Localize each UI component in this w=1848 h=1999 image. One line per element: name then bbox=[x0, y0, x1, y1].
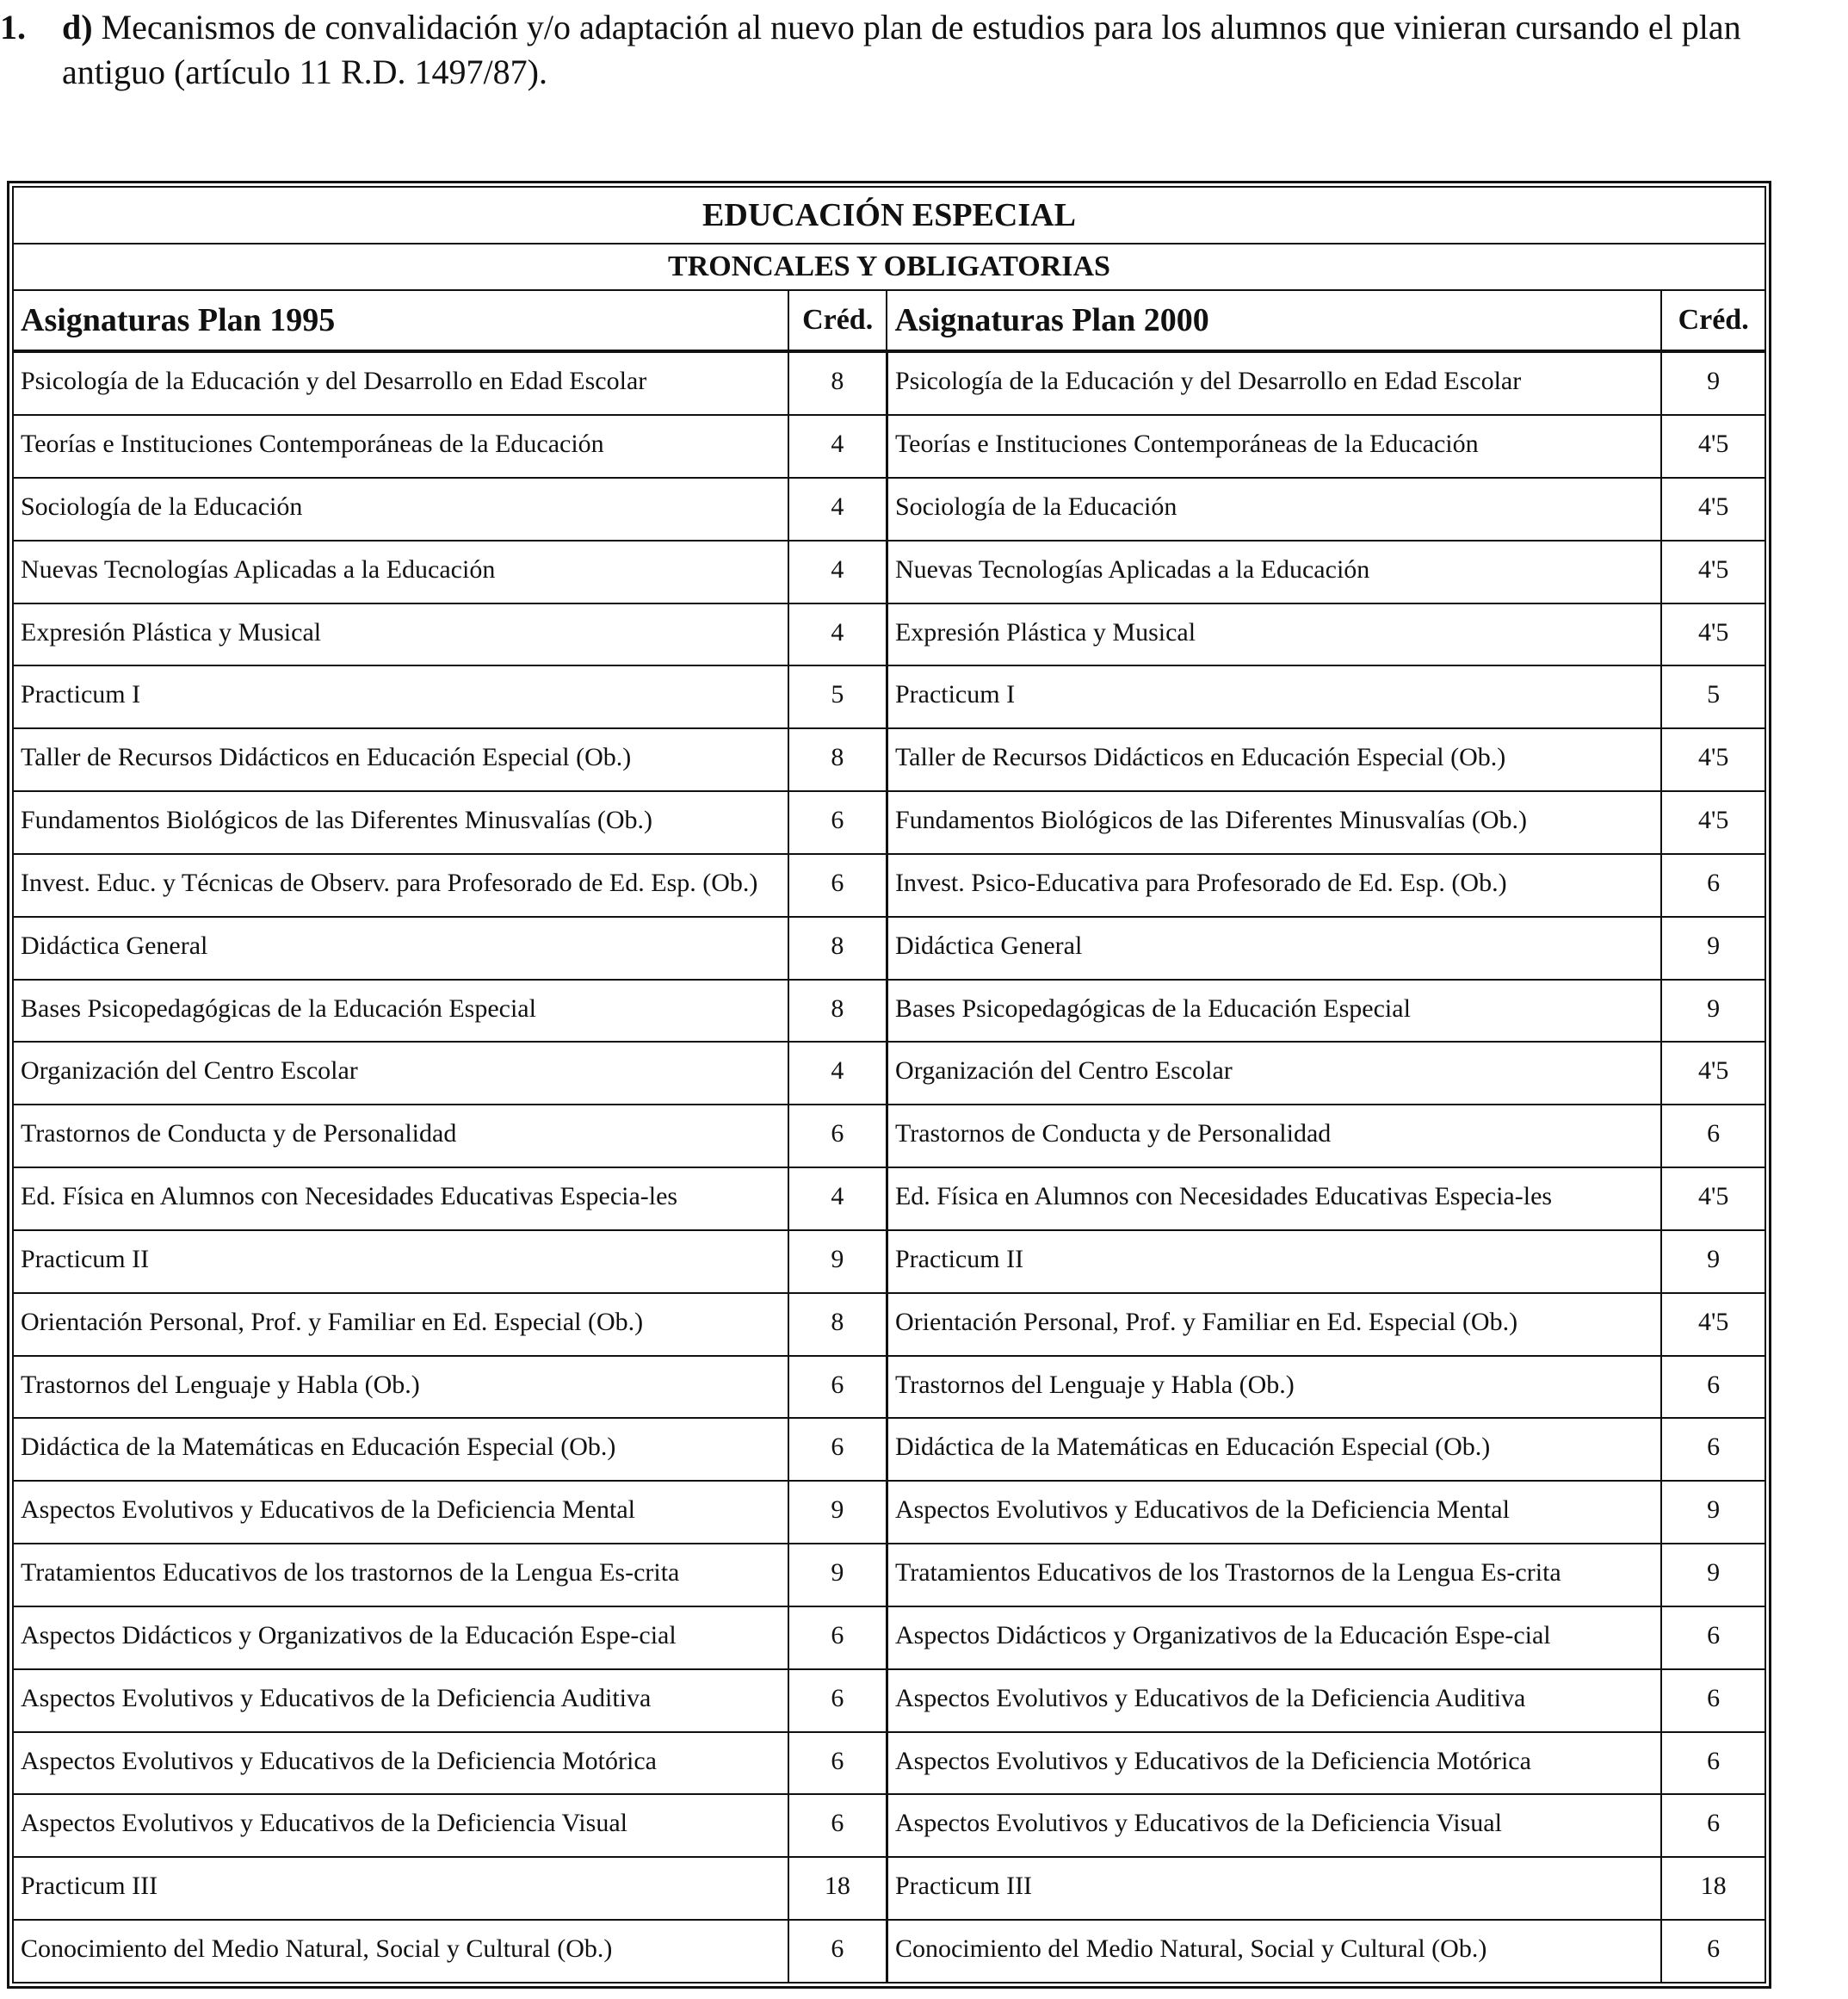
header-old-credits: Créd. bbox=[788, 290, 887, 351]
table-row bbox=[13, 1105, 1765, 1167]
column-header-row bbox=[13, 290, 1765, 351]
new-subject-cell: Invest. Psico-Educativa para Profesorado de Ed. Esp. (Ob.) bbox=[887, 854, 1661, 917]
table-row bbox=[13, 1544, 1765, 1606]
old-credits-cell: 4 bbox=[788, 478, 887, 541]
old-subject-cell: Sociología de la Educación bbox=[13, 478, 788, 541]
old-credits-cell: 4 bbox=[788, 541, 887, 603]
new-credits-cell: 4'5 bbox=[1661, 415, 1765, 478]
new-credits-cell: 4'5 bbox=[1661, 541, 1765, 603]
new-subject-cell: Aspectos Evolutivos y Educativos de la Deficiencia Auditiva bbox=[887, 1669, 1661, 1732]
table-row bbox=[13, 1293, 1765, 1356]
new-credits-cell: 9 bbox=[1661, 980, 1765, 1043]
new-subject-cell: Aspectos Evolutivos y Educativos de la Deficiencia Motórica bbox=[887, 1732, 1661, 1795]
old-credits-cell: 4 bbox=[788, 1042, 887, 1105]
table-body bbox=[13, 351, 1765, 1983]
table-row bbox=[13, 351, 1765, 415]
old-credits-cell: 6 bbox=[788, 791, 887, 854]
table-row bbox=[13, 1167, 1765, 1230]
old-credits-cell: 5 bbox=[788, 665, 887, 728]
new-subject-cell: Practicum I bbox=[887, 665, 1661, 728]
table-row bbox=[13, 541, 1765, 603]
new-credits-cell: 9 bbox=[1661, 1544, 1765, 1606]
new-credits-cell: 6 bbox=[1661, 1105, 1765, 1167]
new-subject-cell: Taller de Recursos Didácticos en Educación Especial (Ob.) bbox=[887, 728, 1661, 791]
old-credits-cell: 6 bbox=[788, 1606, 887, 1669]
equivalence-table-frame bbox=[7, 181, 1771, 1989]
table-row bbox=[13, 415, 1765, 478]
new-subject-cell: Organización del Centro Escolar bbox=[887, 1042, 1661, 1105]
old-subject-cell: Aspectos Evolutivos y Educativos de la Deficiencia Mental bbox=[13, 1481, 788, 1544]
old-credits-cell: 6 bbox=[788, 854, 887, 917]
new-subject-cell: Expresión Plástica y Musical bbox=[887, 603, 1661, 666]
old-subject-cell: Practicum II bbox=[13, 1230, 788, 1293]
old-subject-cell: Bases Psicopedagógicas de la Educación Especial bbox=[13, 980, 788, 1043]
table-row bbox=[13, 1356, 1765, 1419]
new-credits-cell: 6 bbox=[1661, 854, 1765, 917]
table-title: EDUCACIÓN ESPECIAL bbox=[13, 187, 1765, 244]
new-subject-cell: Aspectos Evolutivos y Educativos de la Deficiencia Mental bbox=[887, 1481, 1661, 1544]
old-subject-cell: Expresión Plástica y Musical bbox=[13, 603, 788, 666]
new-credits-cell: 4'5 bbox=[1661, 728, 1765, 791]
table-row bbox=[13, 478, 1765, 541]
old-credits-cell: 8 bbox=[788, 1293, 887, 1356]
new-credits-cell: 4'5 bbox=[1661, 1167, 1765, 1230]
table-row bbox=[13, 1606, 1765, 1669]
table-row bbox=[13, 603, 1765, 666]
table-row bbox=[13, 1418, 1765, 1481]
old-credits-cell: 9 bbox=[788, 1481, 887, 1544]
header-new-credits: Créd. bbox=[1661, 290, 1765, 351]
new-credits-cell: 9 bbox=[1661, 917, 1765, 980]
old-subject-cell: Teorías e Instituciones Contemporáneas de la Educación bbox=[13, 415, 788, 478]
new-credits-cell: 6 bbox=[1661, 1669, 1765, 1732]
table-row bbox=[13, 1042, 1765, 1105]
table-row bbox=[13, 980, 1765, 1043]
old-credits-cell: 4 bbox=[788, 1167, 887, 1230]
old-credits-cell: 4 bbox=[788, 415, 887, 478]
old-subject-cell: Aspectos Evolutivos y Educativos de la Deficiencia Auditiva bbox=[13, 1669, 788, 1732]
new-subject-cell: Fundamentos Biológicos de las Diferentes Minusvalías (Ob.) bbox=[887, 791, 1661, 854]
old-credits-cell: 6 bbox=[788, 1920, 887, 1983]
new-subject-cell: Aspectos Didácticos y Organizativos de la Educación Espe-cial bbox=[887, 1606, 1661, 1669]
table-row bbox=[13, 665, 1765, 728]
section-heading-text bbox=[62, 5, 1783, 95]
old-subject-cell: Organización del Centro Escolar bbox=[13, 1042, 788, 1105]
new-subject-cell: Ed. Física en Alumnos con Necesidades Educativas Especia-les bbox=[887, 1167, 1661, 1230]
new-subject-cell: Psicología de la Educación y del Desarrollo en Edad Escolar bbox=[887, 351, 1661, 415]
new-credits-cell: 4'5 bbox=[1661, 603, 1765, 666]
new-subject-cell: Nuevas Tecnologías Aplicadas a la Educación bbox=[887, 541, 1661, 603]
table-row bbox=[13, 917, 1765, 980]
new-subject-cell: Teorías e Instituciones Contemporáneas de la Educación bbox=[887, 415, 1661, 478]
new-credits-cell: 6 bbox=[1661, 1732, 1765, 1795]
table-row bbox=[13, 728, 1765, 791]
new-credits-cell: 9 bbox=[1661, 1230, 1765, 1293]
old-credits-cell: 6 bbox=[788, 1794, 887, 1857]
old-subject-cell: Invest. Educ. y Técnicas de Observ. para Profesorado de Ed. Esp. (Ob.) bbox=[13, 854, 788, 917]
old-subject-cell: Didáctica de la Matemáticas en Educación Especial (Ob.) bbox=[13, 1418, 788, 1481]
table-row bbox=[13, 1794, 1765, 1857]
old-subject-cell: Psicología de la Educación y del Desarrollo en Edad Escolar bbox=[13, 351, 788, 415]
new-subject-cell: Tratamientos Educativos de los Trastornos de la Lengua Es-crita bbox=[887, 1544, 1661, 1606]
new-credits-cell: 4'5 bbox=[1661, 478, 1765, 541]
header-old-subject: Asignaturas Plan 1995 bbox=[13, 290, 788, 351]
old-subject-cell: Fundamentos Biológicos de las Diferentes Minusvalías (Ob.) bbox=[13, 791, 788, 854]
new-credits-cell: 9 bbox=[1661, 1481, 1765, 1544]
new-credits-cell: 9 bbox=[1661, 351, 1765, 415]
new-credits-cell: 4'5 bbox=[1661, 791, 1765, 854]
new-subject-cell: Practicum II bbox=[887, 1230, 1661, 1293]
old-credits-cell: 6 bbox=[788, 1356, 887, 1419]
old-credits-cell: 8 bbox=[788, 351, 887, 415]
section-description: Mecanismos de convalidación y/o adaptación al nuevo plan de estudios para los alumnos que vinieran cursando el plan antiguo (artículo 11 R.D. 1497/87). bbox=[62, 8, 1741, 91]
table-row bbox=[13, 1230, 1765, 1293]
old-credits-cell: 8 bbox=[788, 728, 887, 791]
old-subject-cell: Orientación Personal, Prof. y Familiar en Ed. Especial (Ob.) bbox=[13, 1293, 788, 1356]
new-credits-cell: 6 bbox=[1661, 1606, 1765, 1669]
new-subject-cell: Trastornos de Conducta y de Personalidad bbox=[887, 1105, 1661, 1167]
new-subject-cell: Trastornos del Lenguaje y Habla (Ob.) bbox=[887, 1356, 1661, 1419]
new-credits-cell: 6 bbox=[1661, 1920, 1765, 1983]
new-subject-cell: Aspectos Evolutivos y Educativos de la Deficiencia Visual bbox=[887, 1794, 1661, 1857]
old-credits-cell: 6 bbox=[788, 1418, 887, 1481]
table-row bbox=[13, 791, 1765, 854]
new-credits-cell: 4'5 bbox=[1661, 1042, 1765, 1105]
old-subject-cell: Practicum III bbox=[13, 1857, 788, 1920]
old-subject-cell: Trastornos del Lenguaje y Habla (Ob.) bbox=[13, 1356, 788, 1419]
old-credits-cell: 6 bbox=[788, 1732, 887, 1795]
equivalence-table bbox=[12, 186, 1766, 1984]
old-credits-cell: 8 bbox=[788, 980, 887, 1043]
old-credits-cell: 8 bbox=[788, 917, 887, 980]
table-row bbox=[13, 1732, 1765, 1795]
old-subject-cell: Conocimiento del Medio Natural, Social y Cultural (Ob.) bbox=[13, 1920, 788, 1983]
old-subject-cell: Aspectos Evolutivos y Educativos de la Deficiencia Motórica bbox=[13, 1732, 788, 1795]
new-subject-cell: Didáctica General bbox=[887, 917, 1661, 980]
new-subject-cell: Sociología de la Educación bbox=[887, 478, 1661, 541]
new-subject-cell: Bases Psicopedagógicas de la Educación Especial bbox=[887, 980, 1661, 1043]
table-subtitle: TRONCALES Y OBLIGATORIAS bbox=[13, 244, 1765, 290]
old-subject-cell: Didáctica General bbox=[13, 917, 788, 980]
new-credits-cell: 5 bbox=[1661, 665, 1765, 728]
old-subject-cell: Practicum I bbox=[13, 665, 788, 728]
old-subject-cell: Taller de Recursos Didácticos en Educación Especial (Ob.) bbox=[13, 728, 788, 791]
new-credits-cell: 18 bbox=[1661, 1857, 1765, 1920]
new-credits-cell: 6 bbox=[1661, 1418, 1765, 1481]
old-subject-cell: Trastornos de Conducta y de Personalidad bbox=[13, 1105, 788, 1167]
old-credits-cell: 4 bbox=[788, 603, 887, 666]
section-label: d) bbox=[62, 8, 93, 46]
new-credits-cell: 6 bbox=[1661, 1356, 1765, 1419]
old-subject-cell: Tratamientos Educativos de los trastornos de la Lengua Es-crita bbox=[13, 1544, 788, 1606]
old-subject-cell: Aspectos Didácticos y Organizativos de la Educación Espe-cial bbox=[13, 1606, 788, 1669]
section-number: 1. bbox=[0, 8, 26, 46]
table-row bbox=[13, 1857, 1765, 1920]
new-subject-cell: Conocimiento del Medio Natural, Social y Cultural (Ob.) bbox=[887, 1920, 1661, 1983]
old-subject-cell: Nuevas Tecnologías Aplicadas a la Educación bbox=[13, 541, 788, 603]
old-credits-cell: 9 bbox=[788, 1544, 887, 1606]
new-credits-cell: 4'5 bbox=[1661, 1293, 1765, 1356]
table-row bbox=[13, 1920, 1765, 1983]
old-credits-cell: 6 bbox=[788, 1105, 887, 1167]
old-credits-cell: 6 bbox=[788, 1669, 887, 1732]
new-subject-cell: Didáctica de la Matemáticas en Educación Especial (Ob.) bbox=[887, 1418, 1661, 1481]
table-row bbox=[13, 1481, 1765, 1544]
old-credits-cell: 18 bbox=[788, 1857, 887, 1920]
table-row bbox=[13, 1669, 1765, 1732]
new-subject-cell: Orientación Personal, Prof. y Familiar en Ed. Especial (Ob.) bbox=[887, 1293, 1661, 1356]
table-row bbox=[13, 854, 1765, 917]
new-subject-cell: Practicum III bbox=[887, 1857, 1661, 1920]
old-subject-cell: Ed. Física en Alumnos con Necesidades Educativas Especia-les bbox=[13, 1167, 788, 1230]
header-new-subject: Asignaturas Plan 2000 bbox=[887, 290, 1661, 351]
old-credits-cell: 9 bbox=[788, 1230, 887, 1293]
old-subject-cell: Aspectos Evolutivos y Educativos de la Deficiencia Visual bbox=[13, 1794, 788, 1857]
new-credits-cell: 6 bbox=[1661, 1794, 1765, 1857]
